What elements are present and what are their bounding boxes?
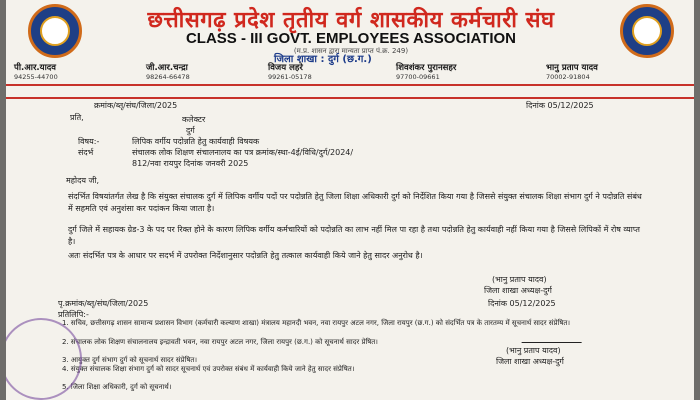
- association-title-hindi: छत्तीसगढ़ प्रदेश तृतीय वर्ग शासकीय कर्मचारी संघ: [147, 7, 555, 33]
- officer-phone: 99261-05178: [268, 73, 312, 81]
- copy-item-5: 5. जिला शिक्षा अधिकारी, दुर्ग को सूचनार्थ।: [62, 383, 172, 391]
- paragraph-1: संदर्भित विषयांतर्गत लेख है कि संयुक्त संचालक दुर्ग में लिपिक वर्गीय पदों पर पदोन्नति हेतु जिला शिक्षा अधिकारी दुर्ग को निर्देशित किया गया है जिससे संयुक्त संचालक शिक्षा संभाग दुर्ग ने पदोन्नति संबंध में सहमति एवं अनुशंसा कर पदांकन किया जाता है।: [68, 192, 642, 213]
- copy-item-3: 3. आयुक्त दुर्ग संभाग दुर्ग को सूचनार्थ सादर संप्रेषित।: [62, 356, 198, 364]
- officer-2: [146, 62, 256, 81]
- reference-number: क्रमांक/ब्तृ/संघ/जिला/2025: [94, 101, 178, 110]
- officer-phone: 70002-91804: [546, 73, 590, 81]
- subject-label: विषय:-: [78, 137, 100, 146]
- reference-text-2: 812/नवा रायपुर दिनांक जनवरी 2025: [132, 159, 249, 168]
- addressee-2: दुर्ग: [186, 126, 195, 135]
- salutation: महोदय जी,: [66, 176, 100, 185]
- office-name: जिला शाखा : दुर्ग (छ.ग.): [274, 54, 372, 65]
- association-title-english: CLASS - III GOVT. EMPLOYEES ASSOCIATION: [185, 30, 517, 47]
- reference-text: संचालक लोक शिक्षण संचालनालय का पत्र क्रमांक/स्था-4ई/विधि/दुर्ग/2024/: [132, 148, 354, 157]
- officers-row: [6, 62, 694, 82]
- emblem-left-icon: [28, 4, 82, 58]
- copy-item-4: 4. संयुक्त संचालक शिक्षा संभाग दुर्ग को सादर सूचनार्थ एवं उपरोक्त संबंध में कार्यवाही किये जाने हेतु सादर संप्रेषित।: [62, 365, 355, 373]
- letter-page: [6, 0, 694, 400]
- officer-name: शिवशंकर पुरानसहर: [396, 63, 457, 73]
- letter-date: दिनांक 05/12/2025: [526, 101, 594, 110]
- copy-item-1: 1. सचिव, छत्तीसगढ़ शासन सामान्य प्रशासन विभाग (कर्मचारी कल्याण शाखा) मंत्रालय महानदी भवन, नवा रायपुर अटल नगर, जिला रायपुर (छ.ग.) को संदर्भित पत्र के तारतम्य में सूचनार्थ सादर संप्रेषित।: [62, 319, 571, 327]
- officer-name: पी.आर.यादव: [14, 63, 57, 73]
- signature-mark: [521, 318, 590, 343]
- subject-text: लिपिक वर्गीय पदोन्नति हेतु कार्यवाही विषयक: [132, 137, 260, 146]
- reference-label: संदर्भ: [78, 148, 94, 157]
- registration-note: (म.प्र. शासन द्वारा मान्यता प्राप्त पं.क्र. 249): [293, 47, 409, 55]
- officer-name: विजय लहरे: [268, 63, 303, 73]
- signatory-name: (भानु प्रताप यादव): [492, 275, 547, 284]
- emblem-right-icon: [620, 4, 674, 58]
- signatory-name-2: (भानु प्रताप यादव): [506, 346, 561, 355]
- officer-3: [268, 62, 378, 81]
- copy-item-2: 2. संचालक लोक शिक्षण संचालनालय इन्द्रावती भवन, नवा रायपुर अटल नगर, जिला रायपुर (छ.ग.) को सूचनार्थ सादर प्रेषित।: [62, 338, 378, 346]
- officer-phone: 94255-44700: [14, 73, 58, 81]
- paragraph-3: अतः संदर्भित पत्र के आधार पर सदर्भ में उपरोक्त निर्देशानुसार पदोन्नति हेतु तत्काल कार्यवाही किये जाने हेतु सादर अनुरोध है।: [68, 251, 423, 260]
- copy-label: प्रतिलिपि:-: [58, 310, 89, 319]
- officer-name: जी.आर.चन्द्रा: [146, 63, 188, 73]
- addressee-1: कलेक्टर: [182, 115, 206, 124]
- officer-phone: 97700-09661: [396, 73, 440, 81]
- copy-date: दिनांक 05/12/2025: [488, 299, 556, 308]
- signatory-title: जिला शाखा अध्यक्ष-दुर्ग: [484, 286, 552, 295]
- officer-4: [396, 62, 506, 81]
- officer-phone: 98264-66478: [146, 73, 190, 81]
- to-label: प्रति,: [70, 113, 84, 122]
- paragraph-2: दुर्ग जिले में सहायक ग्रेड-3 के पद पर रिक्त होने के कारण लिपिक वर्गीय कर्मचारियों को पदोन्नति का लाभ नहीं मिल पा रहा है तथा पदोन्नति हेतु कार्यवाही नहीं किया गया है जिससे लिपिकों में रोष व्याप्त है।: [68, 225, 640, 246]
- copy-reference-number: पृ.क्रमांक/ब्तृ/संघ/जिला/2025: [58, 299, 149, 308]
- officer-5: [546, 62, 656, 81]
- officer-name: भानु प्रताप यादव: [546, 63, 598, 73]
- header-rule: [6, 84, 694, 86]
- signatory-title-2: जिला शाखा अध्यक्ष-दुर्ग: [496, 357, 564, 366]
- header-rule-2: [6, 97, 694, 99]
- officer-1: [14, 62, 124, 81]
